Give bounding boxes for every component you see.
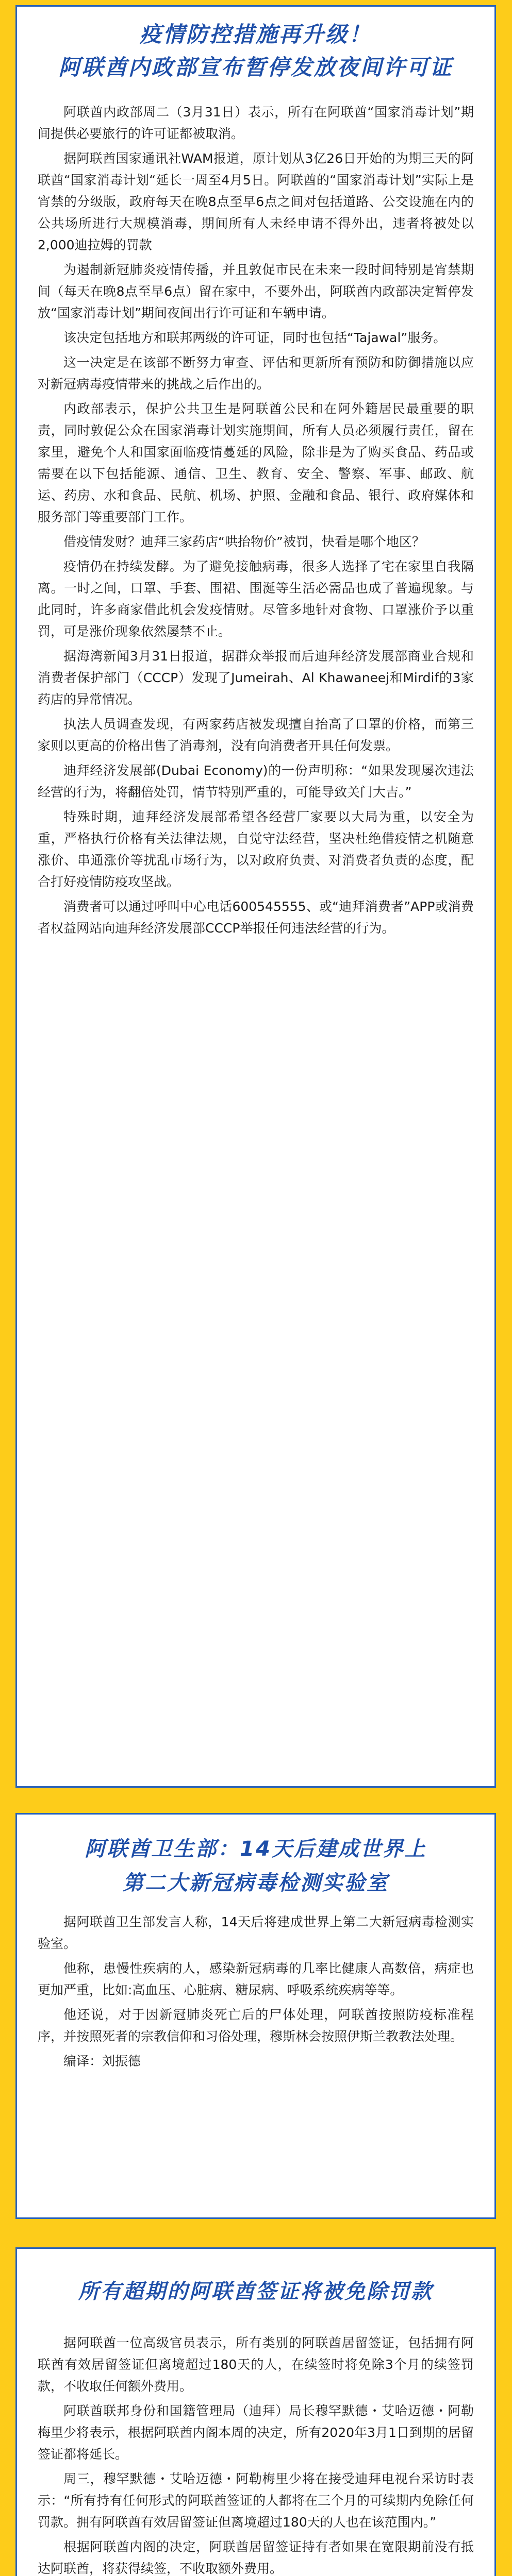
- article1-body: [17, 84, 494, 939]
- article3-paragraph: 周三，穆罕默德・艾哈迈德・阿勒梅里少将在接受迪拜电视台采访时表示：“所有持有任何形式的阿联酋签证的人都将在三个月的可续期内免除任何罚款。拥有阿联酋有效居留签证但离境超过180天的人也在该范围内。”: [38, 2471, 474, 2530]
- article2-body: [17, 1900, 494, 2072]
- article1-paragraph: 该决定包括地方和联邦两级的许可证，同时也包括“Tajawal”服务。: [63, 330, 447, 345]
- article3-headline: [17, 2249, 494, 2309]
- article2-paragraph: 他称，患慢性疾病的人，感染新冠病毒的几率比健康人高数倍，病症也更加严重，比如:高血压、心脏病、糖尿病、呼吸系统疾病等等。: [38, 1961, 474, 1997]
- article3-body: [17, 2309, 494, 2576]
- article1-paragraph: 特殊时期，迪拜经济发展部希望各经营厂家要以大局为重，以安全为重，严格执行价格有关法律法规，自觉守法经营，坚决杜绝借疫情之机随意涨价、串通涨价等扰乱市场行为，以对政府负责、对消费者负责的态度，配合打好疫情防疫攻坚战。: [38, 809, 474, 889]
- article1-paragraph: 借疫情发财？迪拜三家药店“哄抬物价”被罚，快看是哪个地区？: [63, 534, 425, 549]
- article-card-epidemic-measures: [15, 5, 496, 1788]
- article1-paragraph: 据阿联酋国家通讯社WAM报道，原计划从3亿26日开始的为期三天的阿联酋“国家消毒计划“延长一周至4月5日。阿联酋的“国家消毒计划”实际上是宵禁的分级版，政府每天在晚8点至早6点之间对包括道路、公交设施在内的公共场所进行大规模消毒，期间所有人未经申请不得外出，违者将被处以2,000迪拉姆的罚款: [38, 151, 474, 252]
- article1-paragraph: 迪拜经济发展部(Dubai Economy)的一份声明称：“如果发现屡次违法经营的行为，将翻倍处罚，情节特别严重的，可能导致关门大吉。”: [38, 763, 474, 800]
- article3-paragraph: 据阿联酋一位高级官员表示，所有类别的阿联酋居留签证，包括拥有阿联酋有效居留签证但离境超过180天的人，在续签时将免除3个月的续签罚款，不收取任何额外费用。: [38, 2335, 474, 2394]
- article1-headline-line2: 阿联酋内政部宣布暂停发放夜间许可证: [58, 55, 453, 80]
- article2-paragraph: 他还说，对于因新冠肺炎死亡后的尸体处理，阿联酋按照防疫标准程序，并按照死者的宗教信仰和习俗处理，穆斯林会按照伊斯兰教教法处理。: [38, 2007, 474, 2044]
- article1-paragraph: 消费者可以通过呼叫中心电话600545555、或“迪拜消费者”APP或消费者权益网站向迪拜经济发展部CCCP举报任何违法经营的行为。: [38, 899, 474, 936]
- article1-paragraph: 内政部表示，保护公共卫生是阿联酋公民和在阿外籍居民最重要的职责，同时敦促公众在国家消毒计划实施期间，所有人员必须履行责任，留在家里，避免个人和国家面临疫情蔓延的风险，除非是为了购买食品、药品或需要在以下包括能源、通信、卫生、教育、安全、警察、军事、邮政、航运、药房、水和食品、民航、机场、护照、金融和食品、银行、政府媒体和服务部门等重要部门工作。: [38, 401, 474, 524]
- article1-paragraph: 据海湾新闻3月31日报道，据群众举报而后迪拜经济发展部商业合规和消费者保护部门（CCCP）发现了Jumeirah、Al Khawaneej和Mirdif的3家药店的异常情况。: [38, 649, 474, 707]
- article3-paragraph: 阿联酋联邦身份和国籍管理局（迪拜）局长穆罕默德・艾哈迈德・阿勒梅里少将表示，根据阿联酋内阁本周的决定，所有2020年3月1日到期的居留签证都将延长。: [38, 2403, 474, 2462]
- article2-headline-line1: 阿联酋卫生部：14天后建成世界上: [85, 1837, 427, 1861]
- article1-paragraph: 执法人员调查发现，有两家药店被发现擅自抬高了口罩的价格，而第三家则以更高的价格出售了消毒剂，没有向消费者开具任何发票。: [38, 717, 474, 753]
- article3-headline-line1: 所有超期的阿联酋签证将被免除罚款: [78, 2280, 433, 2303]
- article2-paragraph: 据阿联酋卫生部发言人称，14天后将建成世界上第二大新冠病毒检测实验室。: [38, 1914, 474, 1951]
- article2-headline-line2: 第二大新冠病毒检测实验室: [123, 1871, 389, 1895]
- article1-paragraph: 为遏制新冠肺炎疫情传播，并且敦促市民在未来一段时间特别是宵禁期间（每天在晚8点至早6点）留在家中，不要外出，阿联酋内政部决定暂停发放“国家消毒计划”期间夜间出行许可证和车辆申请。: [38, 262, 474, 320]
- article2-headline: [17, 1815, 494, 1900]
- article3-paragraph: 根据阿联酋内阁的决定，阿联酋居留签证持有者如果在宽限期前没有抵达阿联酋，将获得续签，不收取额外费用。: [38, 2539, 474, 2576]
- article1-headline: [17, 7, 494, 84]
- article-card-visa-fines: [15, 2247, 496, 2576]
- article2-editor-credit: 编译：刘振德: [63, 2054, 141, 2069]
- article1-paragraph: 阿联酋内政部周二（3月31日）表示，所有在阿联酋“国家消毒计划”期间提供必要旅行的许可证都被取消。: [38, 105, 474, 141]
- article1-headline-line1: 疫情防控措施再升级！: [139, 22, 372, 47]
- article1-paragraph: 这一决定是在该部不断努力审查、评估和更新所有预防和防御措施以应对新冠病毒疫情带来的挑战之后作出的。: [38, 355, 474, 392]
- article1-paragraph: 疫情仍在持续发酵。为了避免接触病毒，很多人选择了宅在家里自我隔离。一时之间，口罩、手套、围裙、围涎等生活必需品也成了普遍现象。与此同时，许多商家借此机会发疫情财。尽管多地针对食物、口罩涨价予以重罚，可是涨价现象依然屡禁不止。: [38, 559, 474, 639]
- article-card-testing-lab: [15, 1813, 496, 2219]
